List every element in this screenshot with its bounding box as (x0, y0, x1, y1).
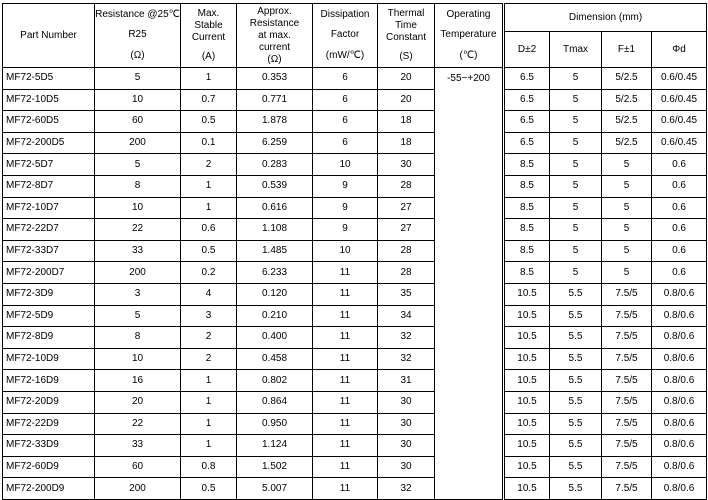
cell-part-number: MF72-60D5 (3, 111, 95, 133)
cell-thermal-constant: 30 (378, 391, 435, 413)
cell-dim-f: 5 (602, 197, 652, 219)
dimension-table-block (504, 3, 707, 500)
table-row (505, 197, 707, 219)
cell-stable-current: 2 (181, 348, 237, 370)
cell-dim-phi-d: 0.8/0.6 (652, 413, 707, 435)
cell-dim-d: 10.5 (505, 305, 550, 327)
cell-part-number: MF72-22D7 (3, 219, 95, 241)
cell-dim-d: 10.5 (505, 413, 550, 435)
cell-dim-d: 10.5 (505, 283, 550, 305)
cell-part-number: MF72-3D9 (3, 283, 95, 305)
cell-dissipation-factor: 9 (313, 175, 378, 197)
cell-thermal-constant: 28 (378, 240, 435, 262)
table-row (3, 154, 503, 176)
cell-operating-temperature-empty (435, 175, 503, 197)
cell-operating-temperature-empty (435, 348, 503, 370)
cell-dissipation-factor: 6 (313, 68, 378, 90)
cell-operating-temperature-empty (435, 435, 503, 457)
cell-dim-f: 5 (602, 219, 652, 241)
cell-operating-temperature-empty (435, 197, 503, 219)
cell-part-number: MF72-10D9 (3, 348, 95, 370)
cell-dim-d: 10.5 (505, 327, 550, 349)
cell-dissipation-factor: 11 (313, 413, 378, 435)
table-row (505, 305, 707, 327)
cell-dim-f: 5/2.5 (602, 132, 652, 154)
cell-operating-temperature-empty (435, 305, 503, 327)
cell-dissipation-factor: 11 (313, 370, 378, 392)
table-row (3, 240, 503, 262)
cell-dim-d: 8.5 (505, 240, 550, 262)
cell-dim-f: 5/2.5 (602, 68, 652, 90)
cell-dissipation-factor: 11 (313, 262, 378, 284)
cell-dim-tmax: 5.5 (550, 283, 602, 305)
cell-operating-temperature-empty (435, 111, 503, 133)
cell-operating-temperature-empty (435, 154, 503, 176)
header-resistance-symbol: R25 (128, 29, 147, 41)
cell-resistance: 200 (95, 132, 181, 154)
header-dim-tmax: Tmax (550, 32, 602, 68)
cell-dim-tmax: 5 (550, 89, 602, 111)
cell-part-number: MF72-16D9 (3, 370, 95, 392)
cell-resistance: 33 (95, 435, 181, 457)
header-part-number: Part Number (3, 4, 95, 68)
cell-resistance: 10 (95, 348, 181, 370)
cell-dim-tmax: 5 (550, 111, 602, 133)
cell-dim-f: 7.5/5 (602, 370, 652, 392)
cell-resistance: 22 (95, 219, 181, 241)
cell-dim-tmax: 5.5 (550, 413, 602, 435)
cell-dim-phi-d: 0.8/0.6 (652, 370, 707, 392)
cell-dim-d: 10.5 (505, 478, 550, 500)
header-operating-temperature: Operating Temperature (℃) (435, 4, 503, 68)
cell-dim-tmax: 5 (550, 262, 602, 284)
cell-dim-phi-d: 0.8/0.6 (652, 305, 707, 327)
cell-resistance: 60 (95, 456, 181, 478)
cell-dim-f: 7.5/5 (602, 283, 652, 305)
cell-dim-tmax: 5 (550, 132, 602, 154)
cell-dim-d: 6.5 (505, 68, 550, 90)
cell-approx-resistance: 1.502 (237, 456, 313, 478)
cell-resistance: 5 (95, 154, 181, 176)
cell-operating-temperature: -55~+200 (435, 68, 503, 90)
cell-stable-current: 0.2 (181, 262, 237, 284)
cell-dim-f: 7.5/5 (602, 456, 652, 478)
cell-dim-f: 7.5/5 (602, 478, 652, 500)
cell-part-number: MF72-33D7 (3, 240, 95, 262)
cell-dim-tmax: 5 (550, 197, 602, 219)
cell-dim-d: 6.5 (505, 132, 550, 154)
cell-resistance: 16 (95, 370, 181, 392)
cell-dim-f: 5 (602, 154, 652, 176)
cell-dim-phi-d: 0.8/0.6 (652, 478, 707, 500)
cell-dim-phi-d: 0.6 (652, 154, 707, 176)
cell-dim-phi-d: 0.6/0.45 (652, 111, 707, 133)
cell-dim-d: 8.5 (505, 219, 550, 241)
cell-dissipation-factor: 11 (313, 435, 378, 457)
cell-thermal-constant: 32 (378, 327, 435, 349)
cell-operating-temperature-empty (435, 240, 503, 262)
cell-dim-tmax: 5.5 (550, 327, 602, 349)
cell-part-number: MF72-5D5 (3, 68, 95, 90)
cell-thermal-constant: 32 (378, 348, 435, 370)
table-row (505, 111, 707, 133)
cell-stable-current: 0.8 (181, 456, 237, 478)
cell-resistance: 8 (95, 327, 181, 349)
cell-stable-current: 0.1 (181, 132, 237, 154)
cell-approx-resistance: 1.108 (237, 219, 313, 241)
cell-dim-phi-d: 0.8/0.6 (652, 348, 707, 370)
cell-part-number: MF72-20D9 (3, 391, 95, 413)
cell-dim-tmax: 5 (550, 219, 602, 241)
cell-dim-f: 5 (602, 240, 652, 262)
table-row (3, 68, 503, 90)
cell-approx-resistance: 0.539 (237, 175, 313, 197)
cell-approx-resistance: 0.353 (237, 68, 313, 90)
cell-dim-d: 10.5 (505, 370, 550, 392)
table-row (3, 132, 503, 154)
table-row (505, 370, 707, 392)
table-row (3, 219, 503, 241)
cell-stable-current: 0.5 (181, 478, 237, 500)
cell-part-number: MF72-8D9 (3, 327, 95, 349)
cell-approx-resistance: 0.950 (237, 413, 313, 435)
table-row (505, 348, 707, 370)
cell-dissipation-factor: 6 (313, 111, 378, 133)
cell-thermal-constant: 31 (378, 370, 435, 392)
cell-resistance: 5 (95, 68, 181, 90)
cell-stable-current: 1 (181, 68, 237, 90)
cell-dim-d: 10.5 (505, 456, 550, 478)
cell-thermal-constant: 35 (378, 283, 435, 305)
cell-dim-tmax: 5 (550, 154, 602, 176)
cell-part-number: MF72-8D7 (3, 175, 95, 197)
cell-dim-f: 7.5/5 (602, 348, 652, 370)
cell-dim-phi-d: 0.8/0.6 (652, 456, 707, 478)
cell-operating-temperature-empty (435, 283, 503, 305)
cell-approx-resistance: 1.878 (237, 111, 313, 133)
cell-stable-current: 4 (181, 283, 237, 305)
cell-dim-phi-d: 0.8/0.6 (652, 327, 707, 349)
cell-dim-f: 7.5/5 (602, 391, 652, 413)
cell-resistance: 33 (95, 240, 181, 262)
header-resistance: Resistance @25℃ R25 (Ω) (95, 4, 181, 68)
cell-stable-current: 0.5 (181, 240, 237, 262)
table-row (3, 111, 503, 133)
cell-dim-phi-d: 0.6 (652, 240, 707, 262)
cell-stable-current: 1 (181, 413, 237, 435)
cell-dissipation-factor: 6 (313, 132, 378, 154)
header-dim-d: D±2 (505, 32, 550, 68)
cell-dim-f: 7.5/5 (602, 413, 652, 435)
cell-approx-resistance: 0.802 (237, 370, 313, 392)
cell-dim-tmax: 5.5 (550, 348, 602, 370)
cell-dim-tmax: 5.5 (550, 435, 602, 457)
cell-dim-d: 6.5 (505, 89, 550, 111)
cell-resistance: 5 (95, 305, 181, 327)
cell-operating-temperature-empty (435, 391, 503, 413)
cell-dim-d: 8.5 (505, 175, 550, 197)
header-max-stable-current: Max. Stable Current (A) (181, 4, 237, 68)
header-dim-f: F±1 (602, 32, 652, 68)
cell-dim-tmax: 5.5 (550, 456, 602, 478)
cell-approx-resistance: 6.259 (237, 132, 313, 154)
table-row (3, 391, 503, 413)
dimension-rows (505, 68, 707, 500)
cell-stable-current: 1 (181, 391, 237, 413)
header-dim-phi-d: Φd (652, 32, 707, 68)
cell-part-number: MF72-5D7 (3, 154, 95, 176)
cell-dim-phi-d: 0.6 (652, 262, 707, 284)
table-row (505, 132, 707, 154)
cell-dim-phi-d: 0.6/0.45 (652, 89, 707, 111)
cell-approx-resistance: 0.771 (237, 89, 313, 111)
table-row (505, 68, 707, 90)
cell-operating-temperature-empty (435, 456, 503, 478)
table-row (505, 456, 707, 478)
cell-dim-tmax: 5 (550, 175, 602, 197)
cell-dim-tmax: 5.5 (550, 391, 602, 413)
table-row (3, 197, 503, 219)
cell-thermal-constant: 20 (378, 68, 435, 90)
table-row (3, 413, 503, 435)
table-row (505, 413, 707, 435)
cell-approx-resistance: 0.283 (237, 154, 313, 176)
cell-dissipation-factor: 11 (313, 456, 378, 478)
cell-approx-resistance: 5.007 (237, 478, 313, 500)
cell-dim-phi-d: 0.6 (652, 197, 707, 219)
cell-dim-f: 7.5/5 (602, 305, 652, 327)
cell-resistance: 10 (95, 89, 181, 111)
cell-dissipation-factor: 11 (313, 305, 378, 327)
table-row (505, 262, 707, 284)
cell-dim-d: 8.5 (505, 154, 550, 176)
table-row (505, 175, 707, 197)
cell-operating-temperature-empty (435, 219, 503, 241)
cell-dissipation-factor: 6 (313, 89, 378, 111)
cell-resistance: 200 (95, 478, 181, 500)
cell-dim-f: 5 (602, 262, 652, 284)
cell-thermal-constant: 20 (378, 89, 435, 111)
cell-thermal-constant: 30 (378, 154, 435, 176)
cell-dim-phi-d: 0.6 (652, 219, 707, 241)
cell-operating-temperature-empty (435, 327, 503, 349)
cell-dim-phi-d: 0.8/0.6 (652, 283, 707, 305)
cell-thermal-constant: 32 (378, 478, 435, 500)
cell-approx-resistance: 0.616 (237, 197, 313, 219)
table-row (505, 89, 707, 111)
cell-thermal-constant: 27 (378, 219, 435, 241)
table-row (505, 435, 707, 457)
cell-thermal-constant: 18 (378, 132, 435, 154)
cell-resistance: 200 (95, 262, 181, 284)
table-row (3, 435, 503, 457)
cell-stable-current: 1 (181, 197, 237, 219)
cell-operating-temperature-empty (435, 370, 503, 392)
table-row (3, 262, 503, 284)
cell-resistance: 60 (95, 111, 181, 133)
cell-approx-resistance: 0.458 (237, 348, 313, 370)
header-approx-resistance: Approx. Resistance at max. current (Ω) (237, 4, 313, 68)
table-row (505, 478, 707, 500)
table-row (505, 154, 707, 176)
cell-stable-current: 2 (181, 327, 237, 349)
cell-thermal-constant: 28 (378, 262, 435, 284)
cell-dim-d: 10.5 (505, 348, 550, 370)
table-row (505, 391, 707, 413)
table-row (3, 175, 503, 197)
cell-approx-resistance: 0.210 (237, 305, 313, 327)
table-row (505, 327, 707, 349)
cell-dim-tmax: 5 (550, 68, 602, 90)
cell-stable-current: 0.5 (181, 111, 237, 133)
cell-dissipation-factor: 9 (313, 197, 378, 219)
cell-dissipation-factor: 11 (313, 478, 378, 500)
cell-dim-tmax: 5.5 (550, 478, 602, 500)
table-row (505, 240, 707, 262)
electrical-spec-table (2, 3, 503, 500)
header-thermal-time-constant: Thermal Time Constant (S) (378, 4, 435, 68)
cell-stable-current: 1 (181, 370, 237, 392)
cell-stable-current: 1 (181, 175, 237, 197)
cell-dim-phi-d: 0.8/0.6 (652, 435, 707, 457)
cell-part-number: MF72-33D9 (3, 435, 95, 457)
cell-stable-current: 0.6 (181, 219, 237, 241)
cell-operating-temperature-empty (435, 132, 503, 154)
table-row (3, 327, 503, 349)
cell-dim-phi-d: 0.6/0.45 (652, 132, 707, 154)
header-dimension: Dimension (mm) (505, 4, 707, 32)
cell-thermal-constant: 30 (378, 456, 435, 478)
electrical-spec-table-block (2, 3, 503, 500)
cell-thermal-constant: 28 (378, 175, 435, 197)
table-row (3, 348, 503, 370)
dimension-table (504, 3, 707, 500)
cell-thermal-constant: 34 (378, 305, 435, 327)
cell-dim-tmax: 5.5 (550, 370, 602, 392)
cell-dissipation-factor: 10 (313, 154, 378, 176)
cell-operating-temperature-empty (435, 262, 503, 284)
cell-dim-d: 8.5 (505, 197, 550, 219)
cell-resistance: 20 (95, 391, 181, 413)
electrical-spec-rows (3, 68, 503, 500)
cell-dim-tmax: 5.5 (550, 305, 602, 327)
cell-thermal-constant: 30 (378, 413, 435, 435)
cell-stable-current: 2 (181, 154, 237, 176)
cell-resistance: 22 (95, 413, 181, 435)
cell-dissipation-factor: 11 (313, 391, 378, 413)
cell-approx-resistance: 0.400 (237, 327, 313, 349)
cell-part-number: MF72-200D9 (3, 478, 95, 500)
cell-dim-phi-d: 0.6/0.45 (652, 68, 707, 90)
cell-dissipation-factor: 11 (313, 348, 378, 370)
cell-resistance: 10 (95, 197, 181, 219)
cell-dissipation-factor: 9 (313, 219, 378, 241)
cell-part-number: MF72-60D9 (3, 456, 95, 478)
cell-resistance: 3 (95, 283, 181, 305)
cell-approx-resistance: 6.233 (237, 262, 313, 284)
cell-part-number: MF72-10D5 (3, 89, 95, 111)
cell-part-number: MF72-200D7 (3, 262, 95, 284)
table-row (3, 305, 503, 327)
cell-part-number: MF72-200D5 (3, 132, 95, 154)
cell-stable-current: 1 (181, 435, 237, 457)
table-row (3, 456, 503, 478)
cell-dissipation-factor: 11 (313, 327, 378, 349)
cell-approx-resistance: 0.864 (237, 391, 313, 413)
cell-part-number: MF72-10D7 (3, 197, 95, 219)
cell-thermal-constant: 30 (378, 435, 435, 457)
table-row (505, 283, 707, 305)
cell-thermal-constant: 18 (378, 111, 435, 133)
cell-dim-f: 7.5/5 (602, 327, 652, 349)
table-row (3, 89, 503, 111)
table-row (505, 219, 707, 241)
cell-stable-current: 3 (181, 305, 237, 327)
cell-dim-d: 8.5 (505, 262, 550, 284)
cell-stable-current: 0.7 (181, 89, 237, 111)
cell-operating-temperature-empty (435, 413, 503, 435)
cell-dim-d: 10.5 (505, 435, 550, 457)
cell-dim-phi-d: 0.6 (652, 175, 707, 197)
cell-dim-tmax: 5 (550, 240, 602, 262)
table-row (3, 478, 503, 500)
cell-approx-resistance: 1.124 (237, 435, 313, 457)
cell-dim-d: 6.5 (505, 111, 550, 133)
cell-thermal-constant: 27 (378, 197, 435, 219)
cell-dim-f: 7.5/5 (602, 435, 652, 457)
cell-dim-d: 10.5 (505, 391, 550, 413)
cell-dim-phi-d: 0.8/0.6 (652, 391, 707, 413)
cell-operating-temperature-empty (435, 89, 503, 111)
cell-dim-f: 5/2.5 (602, 89, 652, 111)
cell-dim-f: 5 (602, 175, 652, 197)
cell-dim-f: 5/2.5 (602, 111, 652, 133)
table-row (3, 283, 503, 305)
header-dissipation-factor: Dissipation Factor (mW/℃) (313, 4, 378, 68)
cell-approx-resistance: 1.485 (237, 240, 313, 262)
cell-part-number: MF72-5D9 (3, 305, 95, 327)
cell-dissipation-factor: 11 (313, 283, 378, 305)
cell-resistance: 8 (95, 175, 181, 197)
cell-part-number: MF72-22D9 (3, 413, 95, 435)
table-row (3, 370, 503, 392)
cell-operating-temperature-empty (435, 478, 503, 500)
cell-approx-resistance: 0.120 (237, 283, 313, 305)
cell-dissipation-factor: 10 (313, 240, 378, 262)
